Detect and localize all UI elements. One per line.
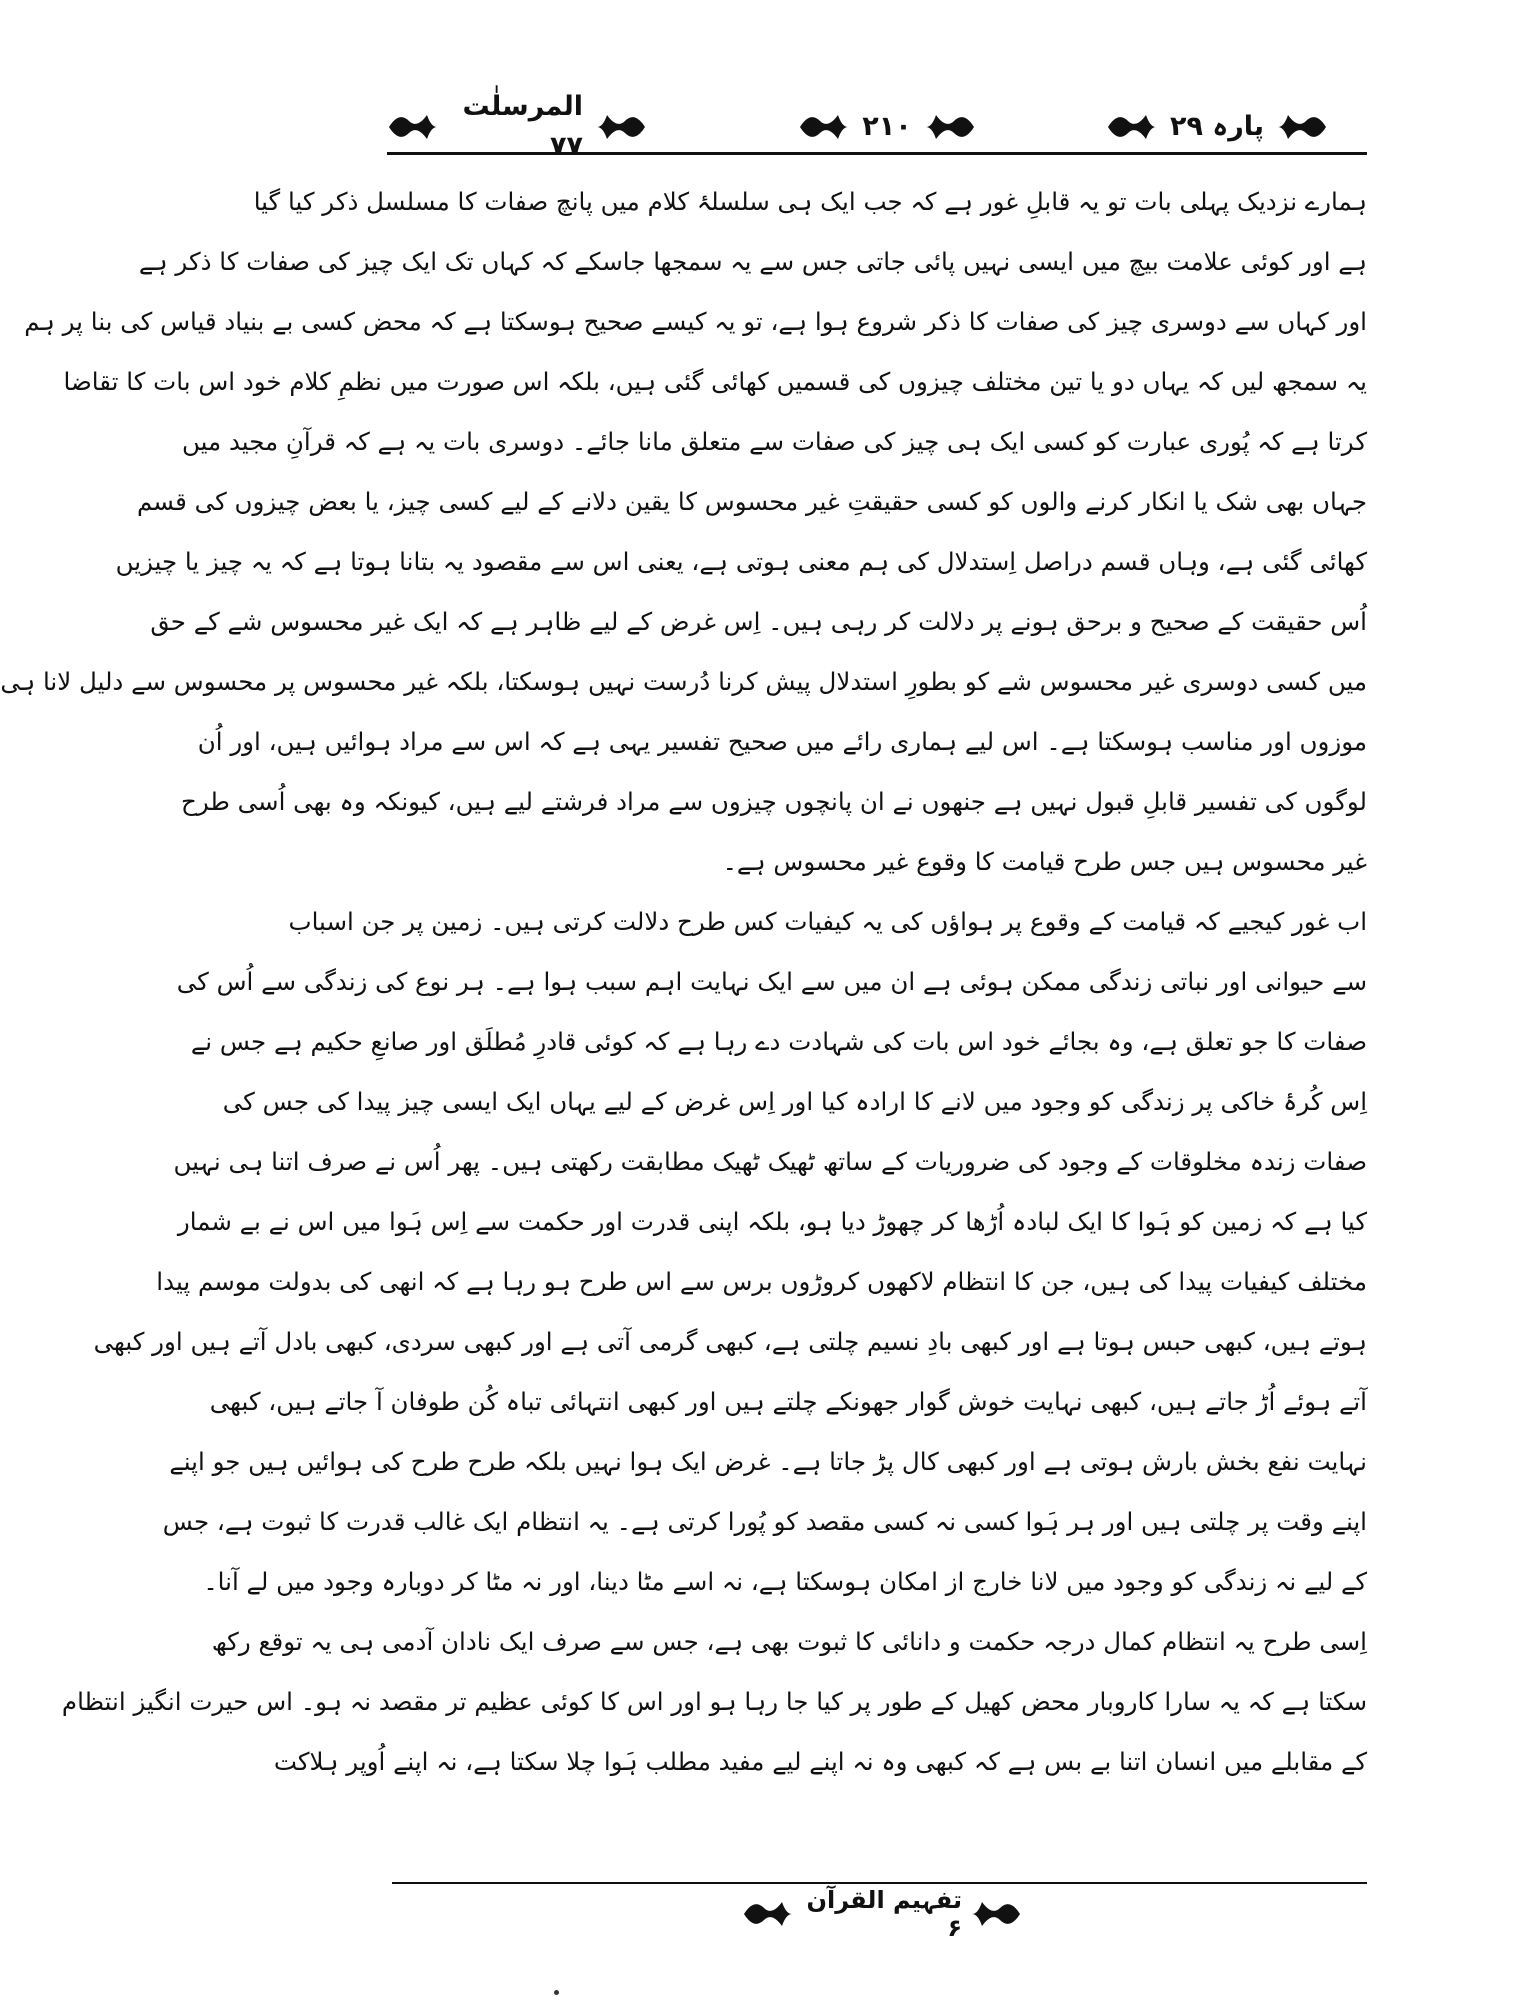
- footer-cartouche: [742, 1888, 1022, 1940]
- text-line: ہے اور کوئی علامت بیچ میں ایسی نہیں پائی جاتی جس سے یہ سمجھا جاسکے کہ کہاں تک ایک چیز کی صفات کا ذکر ہے: [138, 247, 1367, 276]
- text-line: ہوتے ہیں، کبھی حبس ہوتا ہے اور کبھی بادِ نسیم چلتی ہے، کبھی گرمی آتی ہے اور کبھی سردی، کبھی بادل آتے ہیں اور کبھی: [93, 1327, 1367, 1356]
- text-line: میں کسی دوسری غیر محسوس شے کو بطورِ استدلال پیش کرنا دُرست نہیں ہوسکتا، بلکہ غیر محسوس پر محسوس سے دلیل لانا ہی: [0, 667, 1367, 696]
- page-number-cartouche: [777, 104, 997, 150]
- text-line: کے مقابلے میں انسان اتنا بے بس ہے کہ کبھی وہ نہ اپنے لیے مفید مطلب ہَوا چلا سکتا ہے، نہ اپنے اُوپر ہلاکت: [273, 1747, 1367, 1776]
- surah-cartouche: [387, 91, 647, 162]
- text-line: کرتا ہے کہ پُوری عبارت کو کسی ایک ہی چیز کی صفات سے متعلق مانا جائے۔ دوسری بات یہ ہے کہ قرآنِ مجید میں: [181, 427, 1367, 456]
- text-line: اِسی طرح یہ انتظام کمال درجہ حکمت و دانائی کا ثبوت بھی ہے، جس سے صرف ایک نادان آدمی ہی یہ توقع رکھ: [211, 1627, 1367, 1656]
- page-header: [387, 91, 1367, 162]
- text-line: جہاں بھی شک یا انکار کرنے والوں کو کسی حقیقتِ غیر محسوس کا یقین دلانے کے لیے کسی چیز، یا بعض چیزوں کی قسم: [137, 487, 1367, 516]
- text-line: آتے ہوئے اُڑ جاتے ہیں، کبھی نہایت خوش گوار جھونکے چلتے ہیں اور کبھی انتہائی تباہ کُن طوفان آ جاتے ہیں، کبھی: [209, 1387, 1367, 1416]
- text-line: سکتا ہے کہ یہ سارا کاروبار محض کھیل کے طور پر کیا جا رہا ہو اور اس کا کوئی عظیم تر مقصد نہ ہو۔ اس حیرت انگیز انتظام: [61, 1687, 1367, 1716]
- para-label: پارہ ۲۹: [1170, 111, 1265, 142]
- flourish-icon: [742, 1894, 794, 1934]
- text-line: ہمارے نزدیک پہلی بات تو یہ قابلِ غور ہے کہ جب ایک ہی سلسلۂ کلام میں پانچ صفات کا مسلسل ذکر کیا گیا: [253, 187, 1367, 216]
- text-line: نہایت نفع بخش بارش ہوتی ہے اور کبھی کال پڑ جاتا ہے۔ غرض ایک ہوا نہیں بلکہ طرح طرح کی ہوائیں ہیں جو اپنے: [169, 1447, 1367, 1476]
- text-line: اِس کُرۂ خاکی پر زندگی کو وجود میں لانے کا ارادہ کیا اور اِس غرض کے لیے یہاں ایک ایسی چیز پیدا کی جس کی: [222, 1087, 1367, 1116]
- flourish-icon: [1106, 107, 1158, 147]
- flourish-icon: [595, 107, 647, 147]
- text-line: صفات کا جو تعلق ہے، وہ بجائے خود اس بات کی شہادت دے رہا ہے کہ کوئی قادرِ مُطلَق اور صانعِ حکیم ہے جس نے: [190, 1027, 1367, 1056]
- text-line: اور کہاں سے دوسری چیز کی صفات کا ذکر شروع ہوا ہے، تو یہ کیسے صحیح ہوسکتا ہے کہ محض کسی بے بنیاد قیاس کی بنا پر ہم: [24, 307, 1367, 336]
- text-line: کھائی گئی ہے، وہاں قسم دراصل اِستدلال کی ہم معنی ہوتی ہے، یعنی اس سے مقصود یہ بتانا ہوتا ہے کہ یہ چیز یا چیزیں: [115, 547, 1367, 576]
- page-number: ۲۱۰: [862, 111, 912, 142]
- footer-rule: [392, 1882, 1367, 1884]
- flourish-icon: [1276, 107, 1328, 147]
- text-line: اُس حقیقت کے صحیح و برحق ہونے پر دلالت کر رہی ہیں۔ اِس غرض کے لیے ظاہر ہے کہ ایک غیر محسوس شے کے حق: [150, 607, 1367, 636]
- text-line: غیر محسوس ہیں جس طرح قیامت کا وقوع غیر محسوس ہے۔: [722, 847, 1367, 876]
- text-line: کے لیے نہ زندگی کو وجود میں لانا خارج از امکان ہوسکتا ہے، نہ اسے مٹا دینا، اور نہ مٹا کر دوبارہ وجود میں لے آنا۔: [203, 1567, 1367, 1596]
- text-line: صفات زندہ مخلوقات کے وجود کی ضروریات کے ساتھ ٹھیک ٹھیک مطابقت رکھتی ہیں۔ پھر اُس نے صرف اتنا ہی نہیں: [173, 1147, 1367, 1176]
- flourish-icon: [924, 107, 976, 147]
- text-line: اب غور کیجیے کہ قیامت کے وقوع پر ہواؤں کی یہ کیفیات کس طرح دلالت کرتی ہیں۔ زمین پر جن اسباب: [288, 907, 1367, 936]
- scan-speck: [554, 1990, 559, 1995]
- book-title: تفہیم القرآن ۶: [806, 1886, 962, 1942]
- text-line: موزوں اور مناسب ہوسکتا ہے۔ اس لیے ہماری رائے میں صحیح تفسیر یہی ہے کہ اس سے مراد ہوائیں ہیں، اور اُن: [197, 727, 1367, 756]
- body-text: [0, 172, 1367, 1792]
- para-cartouche: [1067, 104, 1367, 150]
- header-rule: [387, 152, 1367, 155]
- flourish-icon: [798, 107, 850, 147]
- text-line: سے حیوانی اور نباتی زندگی ممکن ہوئی ہے ان میں سے ایک نہایت اہم سبب ہوا ہے۔ ہر نوع کی زندگی سے اُس کی: [176, 967, 1367, 996]
- flourish-icon: [387, 107, 439, 147]
- text-line: مختلف کیفیات پیدا کی ہیں، جن کا انتظام لاکھوں کروڑوں برس سے اس طرح ہو رہا ہے کہ انھی کی بدولت موسم پیدا: [156, 1267, 1367, 1296]
- text-line: کیا ہے کہ زمین کو ہَوا کا ایک لبادہ اُڑھا کر چھوڑ دیا ہو، بلکہ اپنی قدرت اور حکمت سے اِس ہَوا میں اس نے بے شمار: [177, 1207, 1367, 1236]
- text-line: یہ سمجھ لیں کہ یہاں دو یا تین مختلف چیزوں کی قسمیں کھائی گئی ہیں، بلکہ اس صورت میں نظمِ کلام خود اس بات کا تقاضا: [63, 367, 1367, 396]
- surah-label: المرسلٰت ۷۷: [462, 91, 583, 162]
- flourish-icon: [970, 1894, 1022, 1934]
- text-line: لوگوں کی تفسیر قابلِ قبول نہیں ہے جنھوں نے ان پانچوں چیزوں سے مراد فرشتے لیے ہیں، کیونکہ وہ بھی اُسی طرح: [181, 787, 1367, 816]
- text-line: اپنے وقت پر چلتی ہیں اور ہر ہَوا کسی نہ کسی مقصد کو پُورا کرتی ہے۔ یہ انتظام ایک غالب قدرت کا ثبوت ہے، جس: [162, 1507, 1367, 1536]
